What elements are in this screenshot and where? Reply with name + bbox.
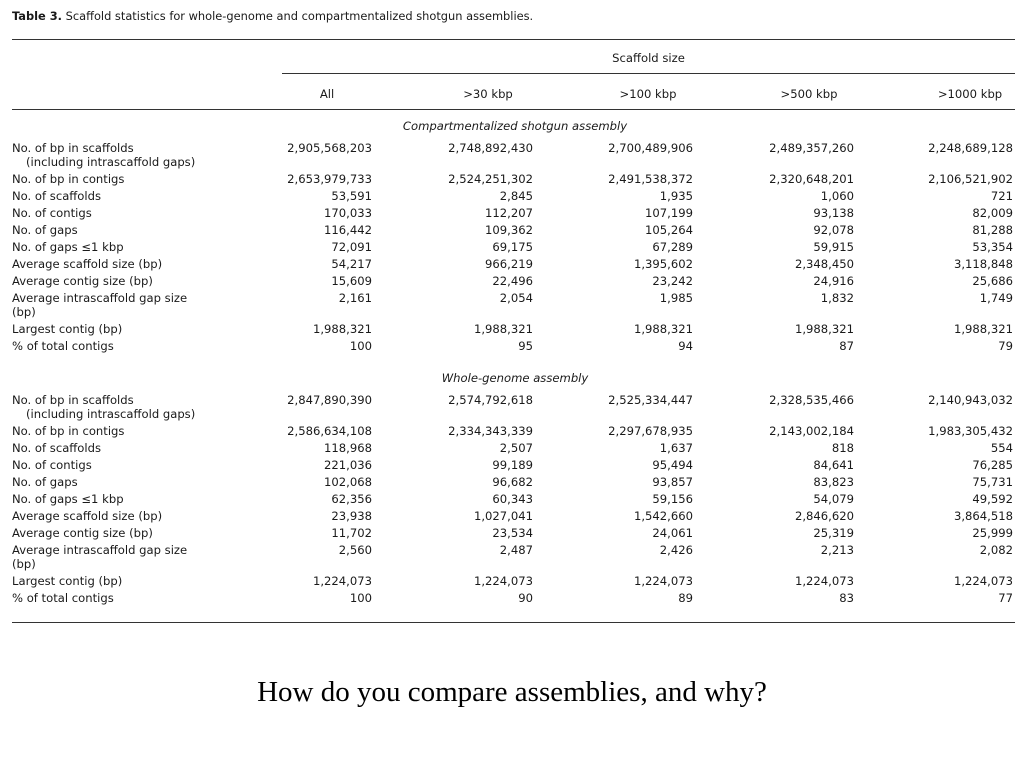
table-cell: 25,686 (972, 274, 1013, 288)
table-cell: 1,988,321 (312, 322, 372, 336)
table-cell: 72,091 (331, 240, 372, 254)
table-cell: 99,189 (492, 458, 533, 472)
row-label: Largest contig (bp) (12, 574, 123, 588)
row-label: No. of bp in contigs (12, 172, 125, 186)
table-cell: 2,507 (499, 441, 533, 455)
table-cell: 170,033 (324, 206, 372, 220)
table-cell: 2,700,489,906 (608, 141, 693, 155)
section-title: Compartmentalized shotgun assembly (402, 119, 628, 133)
row-label: No. of gaps (12, 223, 78, 237)
table-cell: 23,534 (492, 526, 533, 540)
group-header: Scaffold size (612, 51, 685, 65)
table-cell: 116,442 (324, 223, 372, 237)
table-cell: 721 (990, 189, 1013, 203)
table-cell: 1,224,073 (953, 574, 1013, 588)
table-cell: 81,288 (972, 223, 1013, 237)
table-cell: 1,988,321 (633, 322, 693, 336)
table-cell: 2,574,792,618 (448, 393, 533, 407)
table-cell: 2,586,634,108 (287, 424, 372, 438)
table-cell: 2,106,521,902 (928, 172, 1013, 186)
table-cell: 1,988,321 (953, 322, 1013, 336)
row-label: No. of gaps ≤1 kbp (12, 492, 124, 506)
table-cell: 24,061 (652, 526, 693, 540)
table-cell: 2,426 (659, 543, 693, 557)
table-cell: 24,916 (813, 274, 854, 288)
table-cell: 2,140,943,032 (928, 393, 1013, 407)
table-cell: 11,702 (331, 526, 372, 540)
table-cell: 2,653,979,733 (287, 172, 372, 186)
column-header: >500 kbp (780, 87, 838, 101)
table-cell: 93,857 (652, 475, 693, 489)
row-label: No. of contigs (12, 458, 92, 472)
table-cell: 2,846,620 (794, 509, 854, 523)
row-label: Largest contig (bp) (12, 322, 123, 336)
table-cell: 59,915 (813, 240, 854, 254)
row-label: Average intrascaffold gap size (12, 543, 188, 557)
row-label: No. of scaffolds (12, 441, 102, 455)
row-label: No. of bp in contigs (12, 424, 125, 438)
table-cell: 2,525,334,447 (608, 393, 693, 407)
table-cell: 93,138 (813, 206, 854, 220)
row-label: No. of gaps ≤1 kbp (12, 240, 124, 254)
table-cell: 1,224,073 (633, 574, 693, 588)
table-cell: 25,319 (813, 526, 854, 540)
table-cell: 100 (349, 591, 372, 605)
table-cell: 1,988,321 (794, 322, 854, 336)
table-cell: 83,823 (813, 475, 854, 489)
table-cell: 92,078 (813, 223, 854, 237)
table-cell: 2,248,689,128 (928, 141, 1013, 155)
table-cell: 94 (678, 339, 693, 353)
table-cell: 95 (518, 339, 533, 353)
table-cell: 1,832 (820, 291, 854, 305)
slide-question: How do you compare assemblies, and why? (257, 676, 767, 708)
column-header: All (319, 87, 335, 101)
row-label: (including intrascaffold gaps) (26, 155, 196, 169)
table-cell: 15,609 (331, 274, 372, 288)
table-cell: 966,219 (485, 257, 533, 271)
table-cell: 84,641 (813, 458, 854, 472)
table-cell: 3,118,848 (953, 257, 1013, 271)
table-cell: 76,285 (972, 458, 1013, 472)
row-label: No. of scaffolds (12, 189, 102, 203)
row-label: (bp) (12, 305, 36, 319)
table-cell: 2,348,450 (794, 257, 854, 271)
table-cell: 89 (678, 591, 693, 605)
table-cell: 107,199 (645, 206, 693, 220)
column-header: >100 kbp (619, 87, 677, 101)
table-cell: 1,983,305,432 (928, 424, 1013, 438)
table-cell: 22,496 (492, 274, 533, 288)
table-cell: 2,524,251,302 (448, 172, 533, 186)
table-cell: 1,224,073 (473, 574, 533, 588)
table-cell: 79 (998, 339, 1013, 353)
table-cell: 2,054 (499, 291, 533, 305)
row-label: Average contig size (bp) (12, 526, 153, 540)
table-cell: 87 (839, 339, 854, 353)
header-bottom-rule (12, 109, 1015, 110)
column-header: >1000 kbp (937, 87, 1003, 101)
table-cell: 60,343 (492, 492, 533, 506)
table-caption-text: Scaffold statistics for whole-genome and compartmentalized shotgun assemblies. (65, 9, 534, 23)
table-top-rule (12, 39, 1015, 40)
table-cell: 2,489,357,260 (769, 141, 854, 155)
row-label: No. of gaps (12, 475, 78, 489)
table-cell: 23,938 (331, 509, 372, 523)
table-cell: 221,036 (324, 458, 372, 472)
row-label: No. of bp in scaffolds (12, 393, 134, 407)
table-cell: 1,542,660 (633, 509, 693, 523)
table-cell: 53,591 (331, 189, 372, 203)
row-label: % of total contigs (12, 591, 114, 605)
row-label: Average scaffold size (bp) (12, 257, 163, 271)
row-label: % of total contigs (12, 339, 114, 353)
table-cell: 2,213 (820, 543, 854, 557)
table-cell: 54,217 (331, 257, 372, 271)
table-cell: 1,988,321 (473, 322, 533, 336)
table-cell: 75,731 (972, 475, 1013, 489)
table-bottom-rule (12, 622, 1015, 623)
table-cell: 1,637 (659, 441, 693, 455)
table-cell: 1,985 (659, 291, 693, 305)
row-label: No. of contigs (12, 206, 92, 220)
table-cell: 2,487 (499, 543, 533, 557)
table-cell: 818 (831, 441, 854, 455)
table-caption (12, 9, 533, 23)
row-label: No. of bp in scaffolds (12, 141, 134, 155)
table-cell: 25,999 (972, 526, 1013, 540)
table-cell: 2,297,678,935 (608, 424, 693, 438)
table-cell: 2,491,538,372 (608, 172, 693, 186)
table-cell: 67,289 (652, 240, 693, 254)
table-cell: 82,009 (972, 206, 1013, 220)
table-cell: 2,334,343,339 (448, 424, 533, 438)
table-cell: 100 (349, 339, 372, 353)
table-cell: 109,362 (485, 223, 533, 237)
group-header-rule (282, 73, 1015, 74)
table-cell: 118,968 (324, 441, 372, 455)
table-cell: 54,079 (813, 492, 854, 506)
table-cell: 1,749 (979, 291, 1013, 305)
table-cell: 2,905,568,203 (287, 141, 372, 155)
table-cell: 554 (990, 441, 1013, 455)
table-cell: 1,224,073 (312, 574, 372, 588)
table-cell: 112,207 (485, 206, 533, 220)
table-cell: 69,175 (492, 240, 533, 254)
table-cell: 53,354 (972, 240, 1013, 254)
table-cell: 2,082 (979, 543, 1013, 557)
table-cell: 59,156 (652, 492, 693, 506)
table-cell: 95,494 (652, 458, 693, 472)
table-cell: 49,592 (972, 492, 1013, 506)
row-label: Average contig size (bp) (12, 274, 153, 288)
table-cell: 2,161 (338, 291, 372, 305)
table-cell: 3,864,518 (953, 509, 1013, 523)
table-cell: 62,356 (331, 492, 372, 506)
table-cell: 96,682 (492, 475, 533, 489)
table-cell: 1,395,602 (633, 257, 693, 271)
table-cell: 2,320,648,201 (769, 172, 854, 186)
column-header: >30 kbp (463, 87, 513, 101)
table-cell: 77 (998, 591, 1013, 605)
table-cell: 2,560 (338, 543, 372, 557)
table-cell: 1,027,041 (473, 509, 533, 523)
table-cell: 105,264 (645, 223, 693, 237)
section-title: Whole-genome assembly (441, 371, 589, 385)
table-cell: 1,224,073 (794, 574, 854, 588)
table-cell: 102,068 (324, 475, 372, 489)
table-cell: 23,242 (652, 274, 693, 288)
row-label: Average scaffold size (bp) (12, 509, 163, 523)
table-cell: 2,143,002,184 (769, 424, 854, 438)
row-label: (bp) (12, 557, 36, 571)
table-cell: 1,935 (659, 189, 693, 203)
table-cell: 2,748,892,430 (448, 141, 533, 155)
table-caption-label: Table 3. (12, 9, 62, 23)
row-label: Average intrascaffold gap size (12, 291, 188, 305)
table-cell: 2,847,890,390 (287, 393, 372, 407)
table-cell: 2,845 (499, 189, 533, 203)
table-cell: 2,328,535,466 (769, 393, 854, 407)
table-cell: 83 (839, 591, 854, 605)
table-cell: 1,060 (820, 189, 854, 203)
table-cell: 90 (518, 591, 533, 605)
row-label: (including intrascaffold gaps) (26, 407, 196, 421)
